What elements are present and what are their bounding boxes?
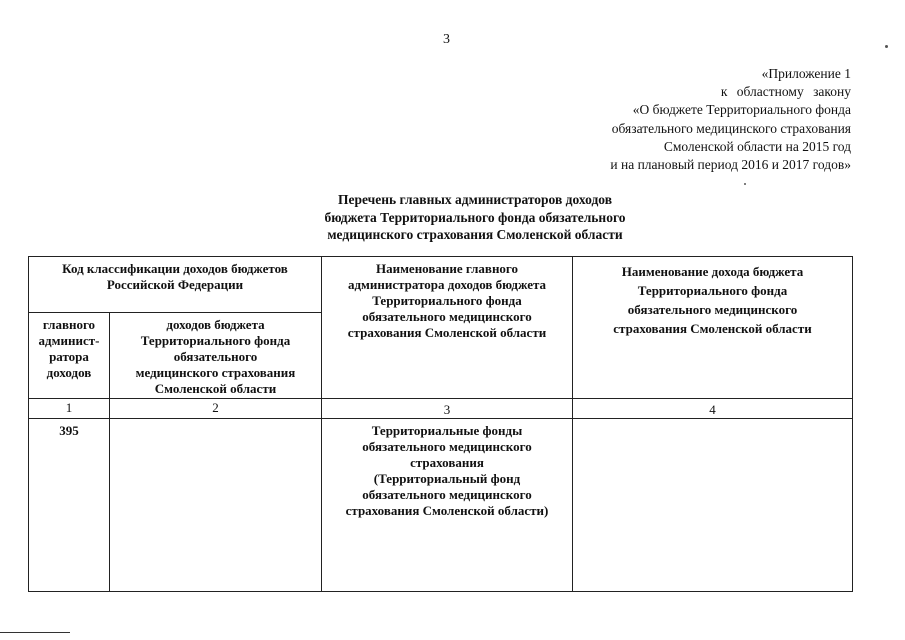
appendix-line-2: к областному закону (720, 84, 851, 100)
col1-line-3: ратора (49, 349, 89, 364)
appendix-line-6: и на плановый период 2016 и 2017 годов» (610, 157, 851, 173)
page-number: 3 (443, 32, 450, 47)
row-name-line-4: (Территориальный фонд (373, 471, 521, 486)
title-line-2: бюджета Территориального фонда обязательного (324, 209, 626, 225)
col2-line-2: Территориального фонда (140, 333, 291, 348)
table-divider (29, 398, 852, 399)
column-number-1: 1 (65, 400, 73, 415)
column-number-2: 2 (212, 400, 219, 415)
col1-line-2: админист- (38, 333, 100, 348)
row-name-line-1: Территориальные фонды (371, 423, 523, 438)
header-col-3 (322, 261, 572, 341)
column-number-4: 4 (709, 402, 716, 417)
title-line-1: Перечень главных администраторов доходов (337, 192, 613, 207)
title-line-3: медицинского страхования Смоленской области (327, 227, 623, 242)
scan-edge-line (0, 632, 70, 633)
col2-line-4: медицинского страхования (135, 365, 296, 380)
col3-line-1: Наименование главного (375, 261, 519, 276)
administrators-table (28, 256, 853, 592)
header-group-line-1: Код классификации доходов бюджетов (62, 261, 288, 276)
appendix-header (610, 65, 851, 174)
column-number-3: 3 (443, 402, 451, 417)
appendix-line-1: «Приложение 1 (761, 66, 851, 81)
header-col-1 (29, 317, 109, 381)
header-classification-code (29, 261, 321, 293)
table-divider (29, 418, 852, 419)
appendix-line-5: Смоленской области на 2015 год (663, 138, 851, 154)
row-administrator-name (322, 423, 572, 519)
col3-line-5: страхования Смоленской области (347, 325, 547, 340)
col4-line-3: обязательного медицинского (627, 302, 798, 317)
col2-line-3: обязательного (173, 349, 258, 364)
appendix-line-3: «О бюджете Территориального фонда (632, 102, 851, 118)
row-name-line-6: страхования Смоленской области) (345, 503, 549, 518)
row-name-line-5: обязательного медицинского (362, 487, 532, 502)
document-title (240, 191, 710, 244)
scan-dot (885, 45, 888, 48)
col3-line-3: Территориального фонда (372, 293, 522, 308)
col3-line-2: администратора доходов бюджета (347, 277, 547, 292)
header-col-4 (573, 262, 852, 338)
col4-line-2: Территориального фонда (637, 283, 788, 298)
header-group-line-2: Российской Федерации (106, 277, 244, 292)
row-name-line-2: обязательного медицинского (362, 439, 532, 454)
appendix-line-4: обязательного медицинского страхования (611, 120, 851, 136)
col2-line-1: доходов бюджета (166, 317, 265, 332)
col2-line-5: Смоленской области (154, 381, 277, 396)
scan-dot (744, 183, 746, 185)
header-col-2 (110, 317, 321, 397)
col1-line-4: доходов (46, 365, 92, 380)
col3-line-4: обязательного медицинского (362, 309, 532, 324)
col1-line-1: главного (42, 317, 96, 332)
row-name-line-3: страхования (410, 455, 484, 470)
table-divider (29, 312, 321, 313)
col4-line-4: страхования Смоленской области (613, 321, 812, 336)
col4-line-1: Наименование дохода бюджета (621, 264, 804, 279)
row-code: 395 (59, 423, 79, 438)
